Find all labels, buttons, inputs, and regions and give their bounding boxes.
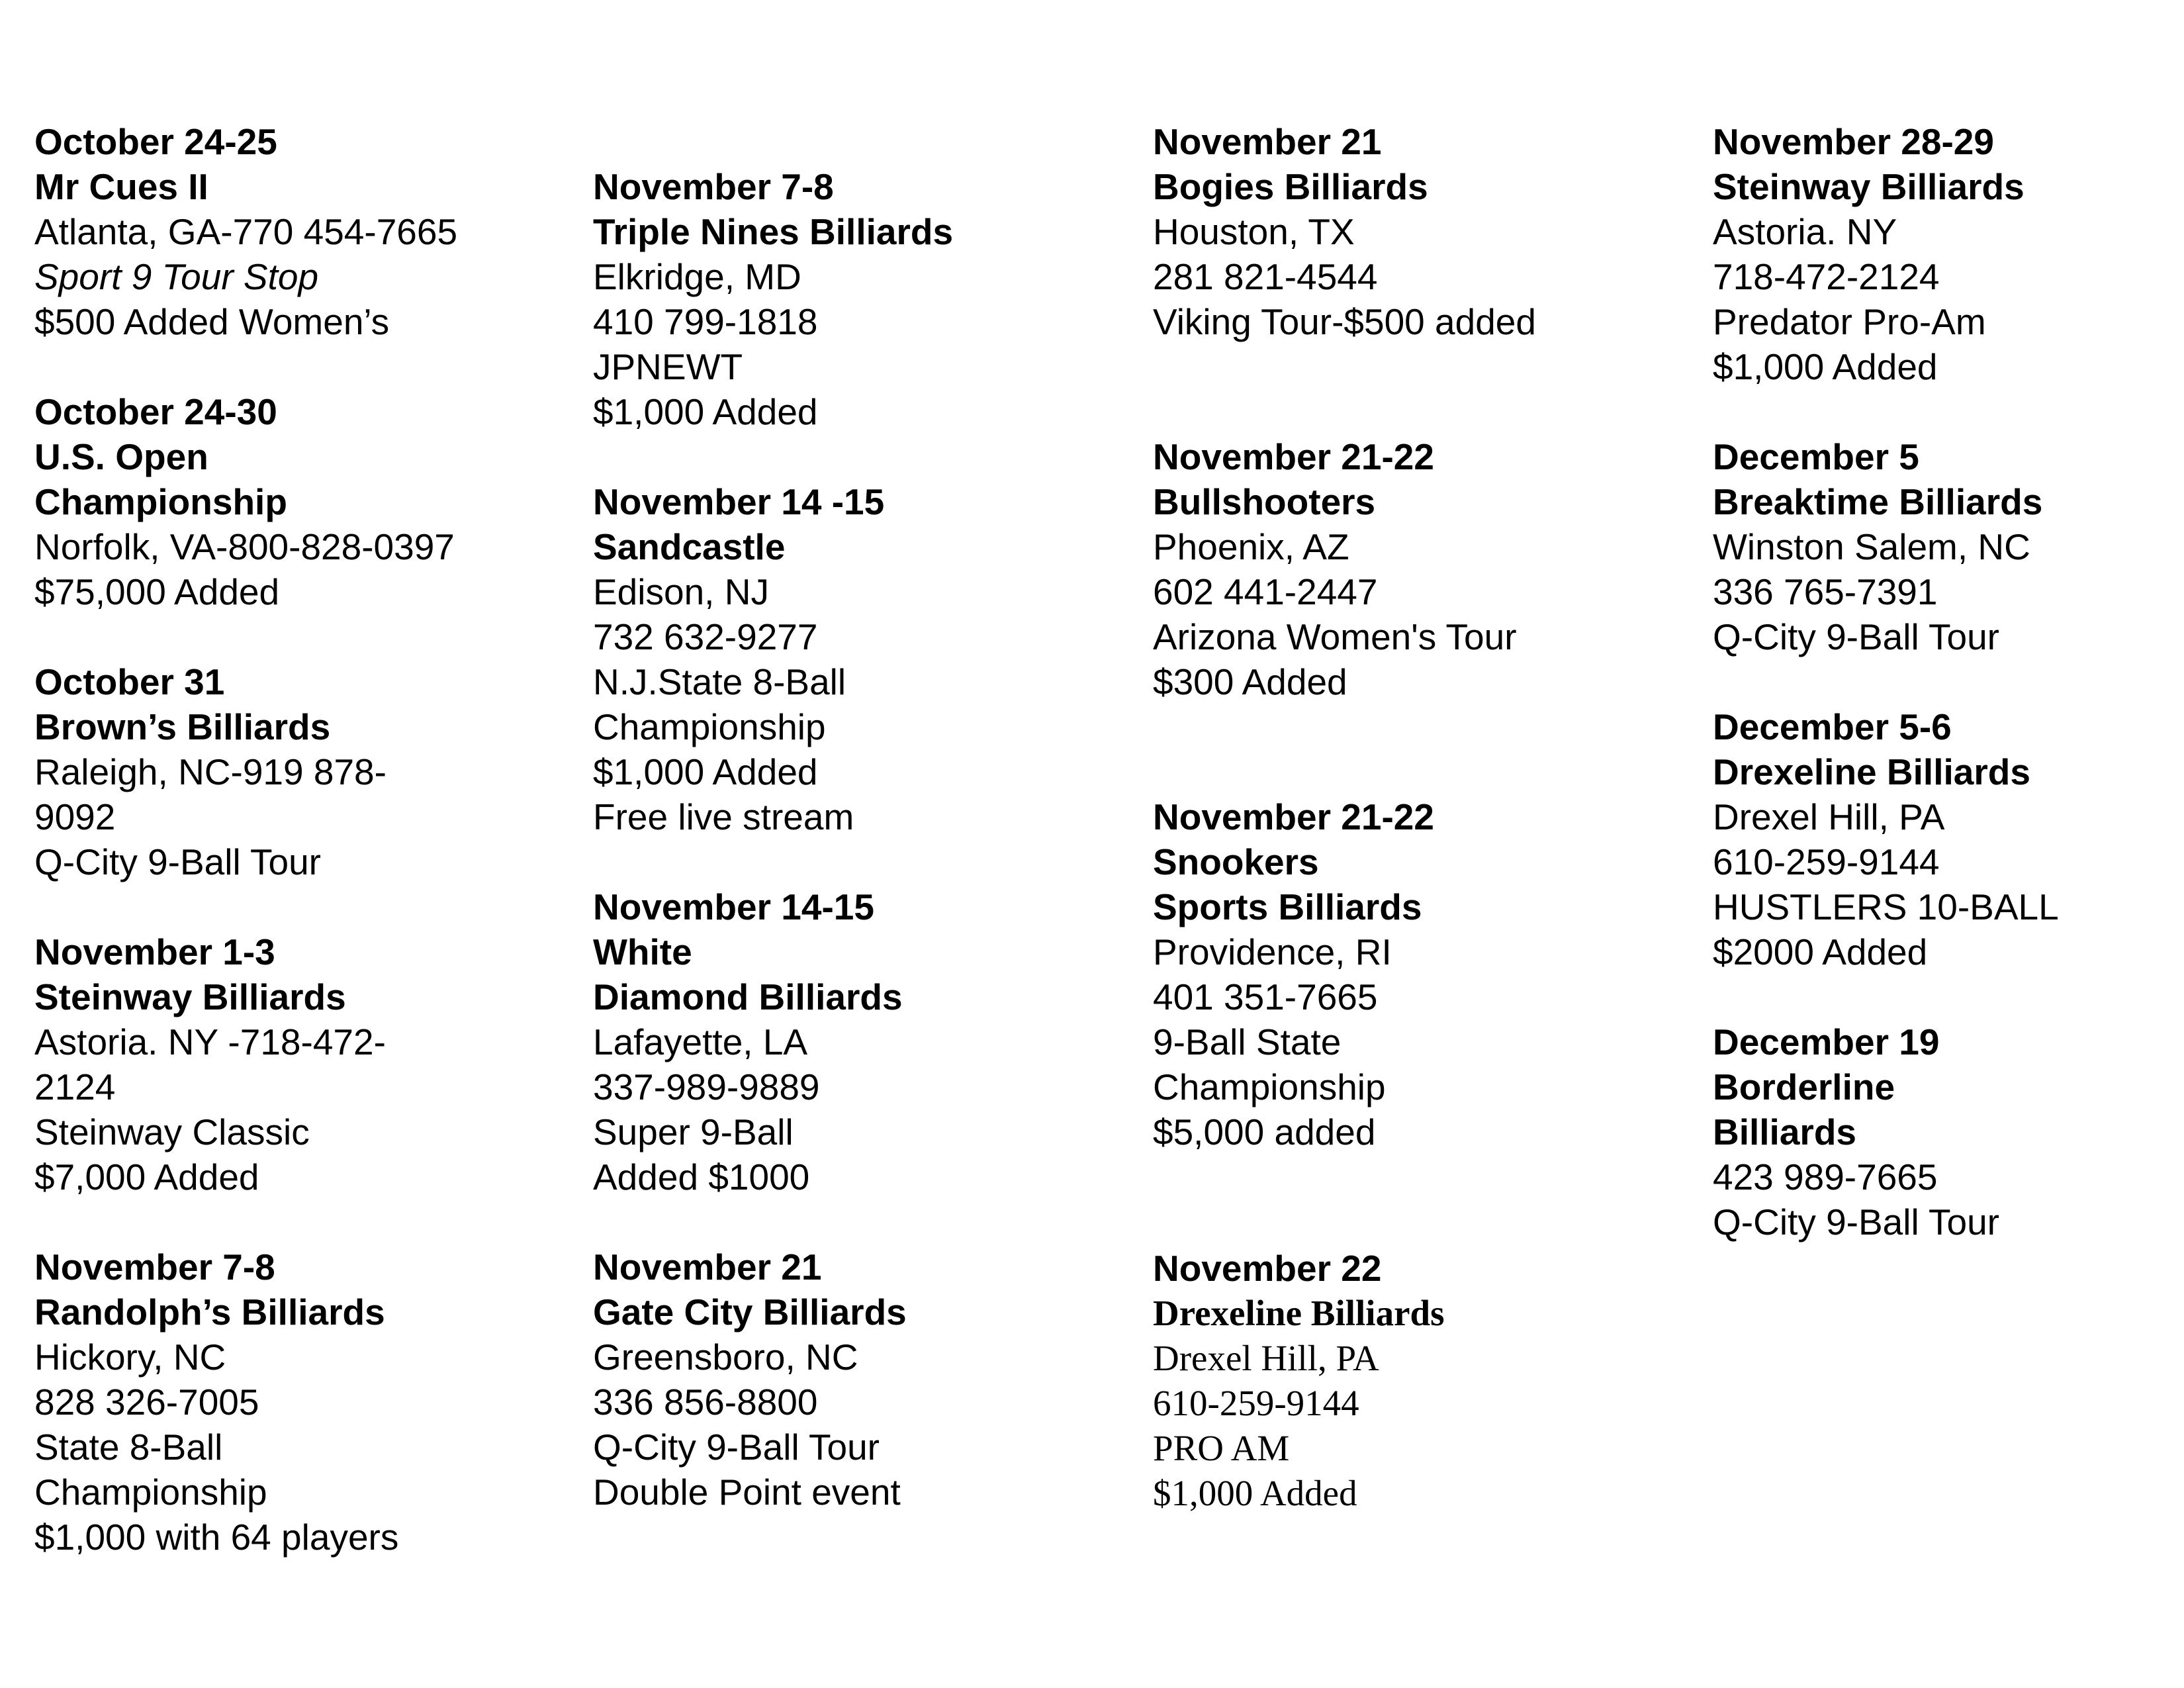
event-date: December 5-6 bbox=[1713, 706, 1952, 747]
event-location: Atlanta, GA-770 454-7665 bbox=[34, 211, 458, 252]
event-date: November 21-22 bbox=[1153, 436, 1434, 477]
event-date: November 1-3 bbox=[34, 931, 275, 972]
event-card bbox=[1713, 704, 2184, 974]
event-date: November 7-8 bbox=[34, 1246, 275, 1288]
event-prize: $7,000 Added bbox=[34, 1156, 259, 1197]
event-tour: 9-Ball State bbox=[1153, 1021, 1342, 1062]
event-tour: Super 9-Ball bbox=[593, 1111, 794, 1152]
event-venue: Championship bbox=[34, 481, 287, 522]
event-date: December 5 bbox=[1713, 436, 1919, 477]
event-venue: Sandcastle bbox=[593, 526, 786, 567]
event-phone: 410 799-1818 bbox=[593, 301, 818, 342]
event-card bbox=[34, 119, 577, 344]
event-prize: $500 Added Women’s bbox=[34, 301, 390, 342]
event-venue: Bogies Billiards bbox=[1153, 166, 1428, 207]
event-date: November 28-29 bbox=[1713, 121, 1994, 162]
event-venue: Snookers bbox=[1153, 841, 1319, 882]
event-tour: Steinway Classic bbox=[34, 1111, 310, 1152]
event-card bbox=[1713, 434, 2184, 659]
event-tour: HUSTLERS 10-BALL bbox=[1713, 886, 2059, 927]
event-date: December 19 bbox=[1713, 1021, 1940, 1062]
event-tour: Arizona Women's Tour bbox=[1153, 616, 1517, 657]
event-location: 9092 bbox=[34, 796, 116, 837]
event-tour: Q-City 9-Ball Tour bbox=[1713, 1201, 1999, 1243]
event-phone: 602 441-2447 bbox=[1153, 571, 1378, 612]
event-prize: $1,000 Added bbox=[1153, 1473, 1357, 1513]
event-date: October 24-25 bbox=[34, 121, 277, 162]
event-location: Houston, TX bbox=[1153, 211, 1355, 252]
event-prize: $5,000 added bbox=[1153, 1111, 1376, 1152]
event-card bbox=[34, 929, 577, 1199]
event-location: Raleigh, NC-919 878- bbox=[34, 751, 387, 792]
event-prize: $1,000 Added bbox=[593, 751, 818, 792]
event-date: November 14 -15 bbox=[593, 481, 885, 522]
event-venue: Drexeline Billiards bbox=[1153, 1293, 1445, 1333]
event-location: Edison, NJ bbox=[593, 571, 769, 612]
event-tour: JPNEWT bbox=[593, 346, 743, 387]
event-venue: Randolph’s Billiards bbox=[34, 1291, 385, 1333]
event-card bbox=[34, 389, 577, 614]
event-venue: Bullshooters bbox=[1153, 481, 1376, 522]
event-date: November 14-15 bbox=[593, 886, 874, 927]
event-card bbox=[593, 884, 1136, 1199]
event-card bbox=[593, 1244, 1136, 1515]
event-tour: N.J.State 8-Ball bbox=[593, 661, 846, 702]
event-card bbox=[1153, 434, 1696, 704]
event-venue: Triple Nines Billiards bbox=[593, 211, 954, 252]
event-venue: Gate City Billiards bbox=[593, 1291, 907, 1333]
event-tour: Championship bbox=[1153, 1066, 1386, 1107]
event-phone: 337-989-9889 bbox=[593, 1066, 820, 1107]
event-tour: State 8-Ball bbox=[34, 1427, 223, 1468]
event-phone: 610-259-9144 bbox=[1153, 1383, 1359, 1423]
event-card bbox=[1713, 119, 2184, 389]
event-location: Providence, RI bbox=[1153, 931, 1392, 972]
event-prize: $1,000 Added bbox=[1713, 346, 1938, 387]
event-date: November 7-8 bbox=[593, 166, 834, 207]
event-location: Lafayette, LA bbox=[593, 1021, 808, 1062]
event-tour: Championship bbox=[34, 1472, 267, 1513]
event-prize: $2000 Added bbox=[1713, 931, 1928, 972]
event-location: Astoria. NY -718-472- bbox=[34, 1021, 386, 1062]
event-venue: Brown’s Billiards bbox=[34, 706, 331, 747]
event-venue: Steinway Billiards bbox=[1713, 166, 2025, 207]
event-card bbox=[593, 164, 1136, 434]
event-phone: 401 351-7665 bbox=[1153, 976, 1378, 1017]
event-date: October 24-30 bbox=[34, 391, 277, 432]
event-phone: 336 856-8800 bbox=[593, 1382, 818, 1423]
event-card bbox=[34, 659, 577, 884]
event-venue: Sports Billiards bbox=[1153, 886, 1422, 927]
event-location: Astoria. NY bbox=[1713, 211, 1897, 252]
event-date: November 21 bbox=[1153, 121, 1382, 162]
event-date: November 22 bbox=[1153, 1248, 1382, 1289]
event-card bbox=[1153, 794, 1696, 1154]
event-phone: 828 326-7005 bbox=[34, 1382, 259, 1423]
event-card bbox=[1153, 119, 1696, 344]
event-card bbox=[1153, 1246, 1696, 1516]
event-note: Free live stream bbox=[593, 796, 854, 837]
event-tour: Q-City 9-Ball Tour bbox=[34, 841, 321, 882]
event-tour: Viking Tour-$500 added bbox=[1153, 301, 1536, 342]
event-phone: 718-472-2124 bbox=[1713, 256, 1940, 297]
event-venue: Steinway Billiards bbox=[34, 976, 346, 1017]
event-date: November 21 bbox=[593, 1246, 822, 1288]
event-prize: $75,000 Added bbox=[34, 571, 280, 612]
event-phone: 281 821-4544 bbox=[1153, 256, 1378, 297]
event-location: Drexel Hill, PA bbox=[1713, 796, 1945, 837]
event-location: Phoenix, AZ bbox=[1153, 526, 1349, 567]
event-venue: U.S. Open bbox=[34, 436, 208, 477]
event-prize: $1,000 Added bbox=[593, 391, 818, 432]
event-venue: Drexeline Billiards bbox=[1713, 751, 2030, 792]
event-phone: 423 989-7665 bbox=[1713, 1156, 1938, 1197]
event-tour: Q-City 9-Ball Tour bbox=[593, 1427, 880, 1468]
event-tour: Predator Pro-Am bbox=[1713, 301, 1986, 342]
event-card bbox=[34, 1244, 577, 1560]
event-venue: Breaktime Billiards bbox=[1713, 481, 2043, 522]
event-phone: 336 765-7391 bbox=[1713, 571, 1938, 612]
event-venue: Borderline bbox=[1713, 1066, 1895, 1107]
event-tour: Q-City 9-Ball Tour bbox=[1713, 616, 1999, 657]
event-prize: $1,000 with 64 players bbox=[34, 1517, 399, 1558]
event-location: Elkridge, MD bbox=[593, 256, 801, 297]
event-card bbox=[1713, 1019, 2184, 1244]
event-note: Double Point event bbox=[593, 1472, 901, 1513]
event-location: Winston Salem, NC bbox=[1713, 526, 2030, 567]
event-location: Norfolk, VA-800-828-0397 bbox=[34, 526, 455, 567]
event-venue: White bbox=[593, 931, 692, 972]
event-card bbox=[593, 479, 1136, 839]
event-prize: Added $1000 bbox=[593, 1156, 810, 1197]
event-prize: $300 Added bbox=[1153, 661, 1347, 702]
event-location: Hickory, NC bbox=[34, 1336, 226, 1378]
event-phone: 732 632-9277 bbox=[593, 616, 818, 657]
event-location: Drexel Hill, PA bbox=[1153, 1338, 1379, 1378]
event-note: Sport 9 Tour Stop bbox=[34, 256, 319, 297]
event-venue: Diamond Billiards bbox=[593, 976, 903, 1017]
event-location: 2124 bbox=[34, 1066, 116, 1107]
event-venue: Mr Cues II bbox=[34, 166, 208, 207]
event-tour: PRO AM bbox=[1153, 1428, 1290, 1468]
event-tour: Championship bbox=[593, 706, 826, 747]
event-date: October 31 bbox=[34, 661, 225, 702]
event-venue: Billiards bbox=[1713, 1111, 1857, 1152]
event-phone: 610-259-9144 bbox=[1713, 841, 1940, 882]
event-location: Greensboro, NC bbox=[593, 1336, 858, 1378]
event-date: November 21-22 bbox=[1153, 796, 1434, 837]
